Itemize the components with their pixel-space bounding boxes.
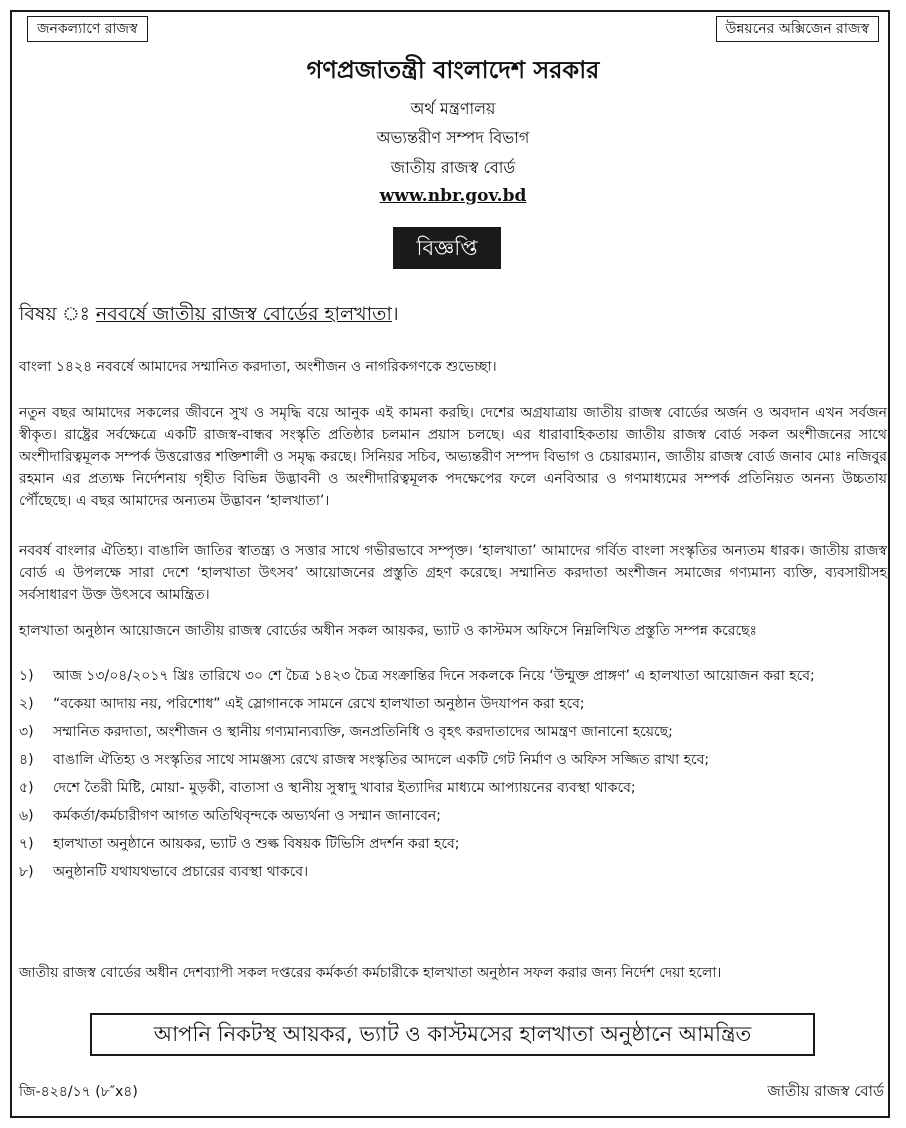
- government-title: গণপ্রজাতন্ত্রী বাংলাদেশ সরকার: [306, 56, 600, 84]
- website-link[interactable]: www.nbr.gov.bd: [379, 186, 527, 206]
- subject-line: [19, 300, 399, 332]
- list-text: আজ ১৩/০৪/২০১৭ খ্রিঃ তারিখে ৩০ শে চৈত্র ১৪২৩ চৈত্র সংক্রান্তির দিনে সকলকে নিয়ে ‘উন্মুক্ত প্রাঙ্গণ’ এ হালখাতা আয়োজন করা হবে;: [53, 668, 815, 684]
- list-text: সম্মানিত করদাতা, অংশীজন ও স্থানীয় গণ্যমান্যব্যক্তি, জনপ্রতিনিধি ও বৃহৎ করদাতাদের আমন্ত্রণ জানানো হয়েছে;: [53, 724, 673, 740]
- invitation-banner: আপনি নিকটস্থ আয়কর, ভ্যাট ও কাস্টমসের হালখাতা অনুষ্ঠানে আমন্ত্রিত: [90, 1013, 815, 1056]
- list-text: “বকেয়া আদায় নয়, পরিশোধ” এই স্লোগানকে সামনে রেখে হালখাতা অনুষ্ঠান উদযাপন করা হবে;: [53, 696, 585, 712]
- reference-code: জি-৪২৪/১৭ (৮″x৪): [19, 1084, 138, 1100]
- list-text: দেশে তৈরী মিষ্টি, মোয়া- মুড়কী, বাতাসা ও স্থানীয় সুস্বাদু খাবার ইত্যাদির মাধ্যমে আপ্যায়নের ব্যবস্থা থাকবে;: [53, 780, 636, 796]
- list-item: [19, 805, 887, 827]
- list-number: ৪): [19, 752, 34, 768]
- division-name: অভ্যন্তরীণ সম্পদ বিভাগ: [376, 128, 530, 147]
- intro-paragraph: নতুন বছর আমাদের সকলের জীবনে সুখ ও সমৃদ্ধি বয়ে আনুক এই কামনা করছি। দেশের অগ্রযাত্রায় জাতীয় রাজস্ব বোর্ডের অর্জন ও অবদান এখন সর্বজন স্বীকৃত। রাষ্ট্রের সর্বক্ষেত্রে একটি রাজস্ব-বান্ধব সংস্কৃতি প্রতিষ্ঠার চলমান প্রয়াস চলছে। এর ধারাবাহিকতায় জাতীয় রাজস্ব বোর্ড সকল অংশীজনের সাথে অংশীদারিত্বমূলক সম্পর্ক উত্তরোত্তর শক্তিশালী ও সমৃদ্ধ করছে। সিনিয়র সচিব, অভ্যন্তরীণ সম্পদ বিভাগ ও চেয়ারম্যান, জাতীয় রাজস্ব বোর্ড জনাব মোঃ নজিবুর রহমান এর প্রত্যক্ষ নির্দেশনায় গৃহীত বিভিন্ন উদ্ভাবনী ও অংশীদারিত্বমূলক পদক্ষেপের ফলে এনবিআর ও গণমাধ্যমের সম্পর্ক প্রতিনিয়ত অনন্য উচ্চতায় পৌঁছেছে। এ বছর আমাদের অন্যতম উদ্ভাবন ‘হালখাতা’।: [19, 405, 887, 509]
- list-number: ৫): [19, 780, 34, 796]
- preparation-paragraph: হালখাতা অনুষ্ঠান আয়োজনে জাতীয় রাজস্ব বোর্ডের অধীন সকল আয়কর, ভ্যাট ও কাস্টমস অফিসে নিম্নলিখিত প্রস্তুতি সম্পন্ন করেছেঃ: [19, 623, 758, 639]
- board-name: জাতীয় রাজস্ব বোর্ড: [390, 158, 516, 177]
- signature: জাতীয় রাজস্ব বোর্ড: [767, 1082, 884, 1100]
- list-number: ২): [19, 696, 34, 712]
- list-item: [19, 749, 887, 771]
- list-item: [19, 721, 887, 743]
- preparation-list: [19, 665, 887, 889]
- list-item: [19, 665, 887, 687]
- list-text: হালখাতা অনুষ্ঠানে আয়কর, ভ্যাট ও শুল্ক বিষয়ক টিভিসি প্রদর্শন করা হবে;: [53, 836, 460, 852]
- subject-prefix: বিষয় ঃ: [19, 303, 90, 325]
- list-text: কর্মকর্তা/কর্মচারীগণ আগত অতিথিবৃন্দকে অভ্যর্থনা ও সম্মান জানাবেন;: [53, 808, 441, 824]
- list-number: ৬): [19, 808, 34, 824]
- slogan-left: জনকল্যাণে রাজস্ব: [27, 16, 148, 42]
- greeting-paragraph: বাংলা ১৪২৪ নববর্ষে আমাদের সম্মানিত করদাতা, অংশীজন ও নাগরিকগণকে শুভেচ্ছা।: [19, 359, 497, 375]
- list-number: ৮): [19, 864, 34, 880]
- ministry-name: অর্থ মন্ত্রণালয়: [410, 99, 496, 118]
- notice-label: বিজ্ঞপ্তি: [393, 227, 501, 269]
- subject-end: ।: [391, 303, 399, 325]
- subject-text: নববর্ষে জাতীয় রাজস্ব বোর্ডের হালখাতা: [95, 303, 392, 325]
- list-item: [19, 861, 887, 883]
- list-number: ৭): [19, 836, 34, 852]
- list-text: বাঙালি ঐতিহ্য ও সংস্কৃতির সাথে সামঞ্জস্য রেখে রাজস্ব সংস্কৃতির আদলে একটি গেট নির্মাণ ও অফিস সজ্জিত রাখা হবে;: [53, 752, 710, 768]
- list-number: ১): [19, 668, 34, 684]
- slogan-right: উন্নয়নের অক্সিজেন রাজস্ব: [716, 16, 879, 42]
- list-item: [19, 693, 887, 715]
- heritage-paragraph: নববর্ষ বাংলার ঐতিহ্য। বাঙালি জাতির স্বাতন্ত্র্য ও সত্তার সাথে গভীরভাবে সম্পৃক্ত। ‘হালখাতা’ আমাদের গর্বিত বাংলা সংস্কৃতির অন্যতম ধারক। জাতীয় রাজস্ব বোর্ড এ উপলক্ষে সারা দেশে ‘হালখাতা উৎসব’ আয়োজনের প্রস্তুতি গ্রহণ করেছে। সম্মানিত করদাতা অংশীজন সমাজের গণ্যমান্য ব্যক্তি, ব্যবসায়ীসহ সর্বসাধারণ উক্ত উৎসবে আমন্ত্রিত।: [19, 543, 887, 603]
- list-text: অনুষ্ঠানটি যথাযথভাবে প্রচারের ব্যবস্থা থাকবে।: [53, 864, 309, 880]
- directive-paragraph: জাতীয় রাজস্ব বোর্ডের অধীন দেশব্যাপী সকল দপ্তরের কর্মকর্তা কর্মচারীকে হালখাতা অনুষ্ঠান সফল করার জন্য নির্দেশ দেয়া হলো।: [19, 965, 722, 981]
- list-item: [19, 833, 887, 855]
- list-item: [19, 777, 887, 799]
- list-number: ৩): [19, 724, 34, 740]
